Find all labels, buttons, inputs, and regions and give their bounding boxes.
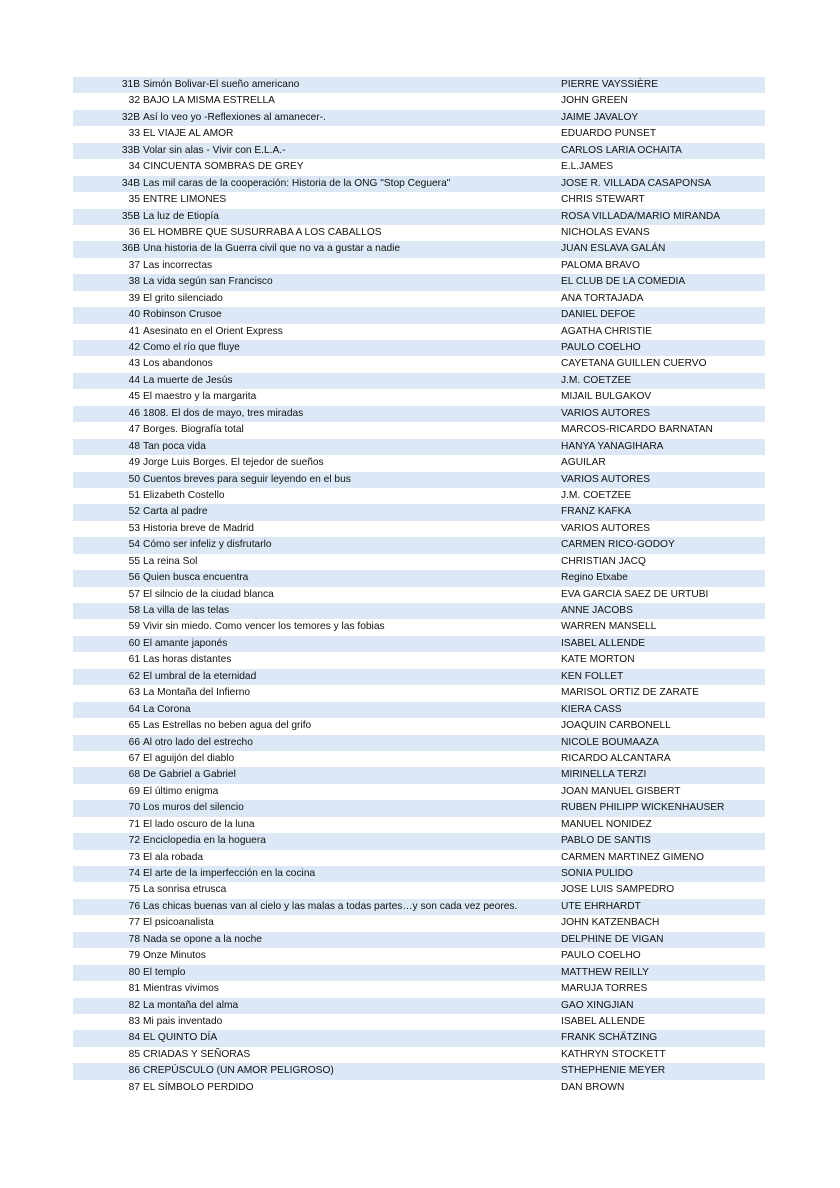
row-number: 87 (128, 1081, 140, 1093)
book-title: Cuentos breves para seguir leyendo en el bus (143, 473, 351, 485)
book-title: Borges. Biografía total (143, 424, 244, 436)
book-author: Regino Etxabe (561, 572, 628, 584)
book-author: CARMEN RICO-GODOY (561, 539, 675, 551)
row-number: 32 (128, 95, 140, 107)
row-number: 48 (128, 440, 140, 452)
table-row (73, 291, 765, 307)
row-number: 36B (121, 243, 140, 255)
table-row (73, 324, 765, 340)
book-author: KATE MORTON (561, 654, 635, 666)
book-title: El aguijón del diablo (143, 752, 235, 764)
book-author: JAIME JAVALOY (561, 111, 639, 123)
table-row (73, 965, 765, 981)
row-number: 37 (128, 259, 140, 271)
table-row (73, 241, 765, 257)
book-title: Quien busca encuentra (143, 572, 249, 584)
row-number: 73 (128, 851, 140, 863)
row-number: 71 (128, 818, 140, 830)
book-author: PALOMA BRAVO (561, 259, 640, 271)
book-title: Historia breve de Madrid (143, 522, 254, 534)
table-row (73, 176, 765, 192)
table-row (73, 570, 765, 586)
book-author: FRANZ KAFKA (561, 506, 632, 518)
book-list-table (73, 77, 765, 1096)
row-number: 33 (128, 128, 140, 140)
table-row (73, 504, 765, 520)
table-row (73, 77, 765, 93)
row-number: 39 (128, 292, 140, 304)
table-row (73, 899, 765, 915)
table-row (73, 554, 765, 570)
book-title: Las incorrectas (143, 259, 213, 271)
book-author: VARIOS AUTORES (561, 522, 651, 534)
table-row (73, 998, 765, 1014)
book-title: Como el río que fluye (143, 342, 240, 353)
book-title: El lado oscuro de la luna (143, 818, 255, 830)
table-row (73, 800, 765, 816)
book-author: MARUJA TORRES (561, 983, 648, 995)
row-number: 57 (128, 588, 140, 600)
table-row (73, 1047, 765, 1063)
table-row (73, 718, 765, 734)
book-author: ROSA VILLADA/MARIO MIRANDA (561, 210, 721, 222)
row-number: 66 (128, 736, 140, 748)
table-row (73, 685, 765, 701)
table-row (73, 472, 765, 488)
book-title: La Corona (143, 703, 191, 715)
table-row (73, 209, 765, 225)
book-title: El maestro y la margarita (143, 391, 257, 403)
book-title: EL QUINTO DÍA (143, 1032, 218, 1044)
book-title: Los muros del silencio (143, 802, 244, 814)
book-author: MIRINELLA TERZI (561, 769, 647, 781)
table-row (73, 455, 765, 471)
book-title: Al otro lado del estrecho (143, 736, 253, 748)
book-title: Tan poca vida (143, 440, 206, 452)
book-title: Mi pais inventado (143, 1015, 223, 1027)
table-row (73, 110, 765, 126)
book-author: MIJAIL BULGAKOV (561, 391, 652, 403)
row-number: 69 (128, 785, 140, 797)
book-title: CINCUENTA SOMBRAS DE GREY (143, 161, 304, 173)
book-title: Elizabeth Costello (143, 489, 225, 501)
book-title: El amante japonés (143, 637, 228, 649)
book-author: EVA GARCIA SAEZ DE URTUBI (561, 588, 709, 600)
row-number: 52 (128, 506, 140, 518)
row-number: 78 (128, 933, 140, 945)
table-row (73, 948, 765, 964)
book-title: Vivir sin miedo. Como vencer los temores y las fobias (143, 621, 385, 633)
row-number: 46 (128, 407, 140, 419)
book-title: Las mil caras de la cooperación: Historia de la ONG "Stop Ceguera" (143, 177, 451, 189)
table-row (73, 636, 765, 652)
book-title: Volar sin alas - Vivir con E.L.A.- (143, 144, 286, 156)
book-author: MANUEL NONIDEZ (561, 818, 652, 830)
row-number: 32B (121, 111, 140, 123)
row-number: 54 (128, 539, 140, 551)
table-row (73, 1030, 765, 1046)
book-title: Las chicas buenas van al cielo y las malas a todas partes…y son cada vez peores. (143, 900, 518, 912)
row-number: 50 (128, 473, 140, 485)
book-author: KIERA CASS (561, 703, 622, 715)
book-author: WARREN MANSELL (561, 621, 657, 633)
book-title: EL VIAJE AL AMOR (143, 128, 234, 140)
book-title: Onze Minutos (143, 950, 206, 962)
table-row (73, 1080, 765, 1096)
book-author: JUAN ESLAVA GALÁN (561, 243, 666, 255)
book-author: NICHOLAS EVANS (561, 226, 650, 238)
table-row (73, 735, 765, 751)
book-author: PAULO COELHO (561, 342, 641, 353)
book-author: JOAN MANUEL GISBERT (561, 785, 681, 797)
book-author: DAN BROWN (561, 1081, 625, 1093)
book-author: ISABEL ALLENDE (561, 637, 645, 649)
row-number: 65 (128, 720, 140, 732)
row-number: 72 (128, 835, 140, 847)
book-author: JOAQUIN CARBONELL (561, 720, 671, 732)
book-title: Asesinato en el Orient Express (143, 325, 283, 337)
row-number: 36 (128, 226, 140, 238)
row-number: 70 (128, 802, 140, 814)
book-author: MATTHEW REILLY (561, 966, 649, 978)
book-author: ANNE JACOBS (561, 605, 633, 616)
book-author: CAYETANA GUILLEN CUERVO (561, 358, 707, 370)
table-row (73, 833, 765, 849)
book-title: Una historia de la Guerra civil que no va a gustar a nadie (143, 243, 401, 255)
book-title: Así lo veo yo -Reflexiones al amanecer-. (143, 111, 326, 123)
table-row (73, 159, 765, 175)
table-row (73, 981, 765, 997)
book-author: JOHN KATZENBACH (561, 917, 660, 929)
table-row (73, 932, 765, 948)
table-row (73, 406, 765, 422)
book-author: JOSE R. VILLADA CASAPONSA (561, 177, 712, 189)
book-author: CHRISTIAN JACQ (561, 555, 646, 567)
book-title: 1808. El dos de mayo, tres miradas (143, 407, 304, 419)
row-number: 34B (121, 177, 140, 189)
table-row (73, 356, 765, 372)
book-title: El arte de la imperfección en la cocina (143, 868, 316, 879)
table-row (73, 882, 765, 898)
book-author: KEN FOLLET (561, 670, 624, 682)
book-author: J.M. COETZEE (561, 374, 632, 386)
book-title: Las horas distantes (143, 654, 232, 666)
book-title: BAJO LA MISMA ESTRELLA (143, 95, 275, 107)
row-number: 45 (128, 391, 140, 403)
row-number: 38 (128, 276, 140, 288)
book-author: FRANK SCHÄTZING (561, 1032, 658, 1044)
table-row (73, 669, 765, 685)
book-author: HANYA YANAGIHARA (561, 440, 664, 452)
row-number: 44 (128, 374, 140, 386)
book-author: AGATHA CHRISTIE (561, 325, 652, 337)
table-row (73, 258, 765, 274)
book-title: Los abandonos (143, 358, 213, 370)
book-title: EL HOMBRE QUE SUSURRABA A LOS CABALLOS (143, 226, 382, 238)
row-number: 62 (128, 670, 140, 682)
table-row (73, 850, 765, 866)
row-number: 53 (128, 522, 140, 534)
row-number: 64 (128, 703, 140, 715)
row-number: 67 (128, 752, 140, 764)
book-title: El grito silenciado (143, 292, 223, 304)
book-title: La villa de las telas (143, 605, 230, 616)
book-title: La luz de Etiopía (143, 210, 219, 222)
table-row (73, 439, 765, 455)
book-title: La Montaña del Infierno (143, 687, 251, 699)
book-title: Enciclopedia en la hoguera (143, 835, 266, 847)
table-row (73, 1014, 765, 1030)
book-author: PAULO COELHO (561, 950, 641, 962)
book-title: Cómo ser infeliz y disfrutarlo (143, 539, 272, 551)
book-author: MARISOL ORTIZ DE ZARATE (561, 687, 699, 699)
table-row (73, 915, 765, 931)
book-author: RICARDO ALCANTARA (561, 752, 671, 764)
row-number: 35B (121, 210, 140, 222)
book-title: De Gabriel a Gabriel (143, 769, 236, 781)
row-number: 42 (128, 342, 140, 353)
row-number: 51 (128, 489, 140, 501)
book-title: La reina Sol (143, 555, 198, 567)
book-author: VARIOS AUTORES (561, 473, 651, 485)
book-title: El templo (143, 966, 186, 978)
row-number: 49 (128, 457, 140, 469)
row-number: 68 (128, 769, 140, 781)
row-number: 74 (128, 868, 140, 879)
book-author: DANIEL DEFOE (561, 309, 636, 321)
book-author: E.L.JAMES (561, 161, 614, 173)
row-number: 83 (128, 1015, 140, 1027)
table-row (73, 587, 765, 603)
row-number: 77 (128, 917, 140, 929)
table-row (73, 126, 765, 142)
book-author: VARIOS AUTORES (561, 407, 651, 419)
row-number: 43 (128, 358, 140, 370)
table-row (73, 488, 765, 504)
book-title: El silncio de la ciudad blanca (143, 588, 274, 600)
table-row (73, 521, 765, 537)
table-row (73, 93, 765, 109)
book-title: La muerte de Jesús (143, 374, 233, 386)
book-title: Las Estrellas no beben agua del grifo (143, 720, 312, 732)
book-author: UTE EHRHARDT (561, 900, 641, 912)
book-title: Mientras vivimos (143, 983, 219, 995)
table-row (73, 817, 765, 833)
row-number: 56 (128, 572, 140, 584)
book-title: EL SÍMBOLO PERDIDO (143, 1081, 254, 1093)
table-row (73, 619, 765, 635)
table-row (73, 192, 765, 208)
table-row (73, 1063, 765, 1079)
book-author: CHRIS STEWART (561, 194, 645, 206)
row-number: 75 (128, 884, 140, 896)
table-row (73, 767, 765, 783)
book-author: NICOLE BOUMAAZA (561, 736, 659, 748)
table-row (73, 652, 765, 668)
book-title: CRIADAS Y SEÑORAS (143, 1048, 251, 1060)
book-author: KATHRYN STOCKETT (561, 1048, 666, 1060)
book-author: MARCOS-RICARDO BARNATAN (561, 424, 713, 436)
book-title: La sonrisa etrusca (143, 884, 227, 896)
book-author: CARMEN MARTINEZ GIMENO (561, 851, 705, 863)
table-row (73, 422, 765, 438)
book-author: GAO XINGJIAN (561, 999, 634, 1011)
book-author: AGUILAR (561, 457, 606, 469)
row-number: 63 (128, 687, 140, 699)
row-number: 60 (128, 637, 140, 649)
book-author: JOSE LUIS SAMPEDRO (561, 884, 675, 896)
row-number: 80 (128, 966, 140, 978)
row-number: 31B (121, 79, 140, 90)
book-title: La montaña del alma (143, 999, 239, 1011)
book-author: DELPHINE DE VIGAN (561, 933, 664, 945)
table-row (73, 537, 765, 553)
row-number: 35 (128, 194, 140, 206)
row-number: 61 (128, 654, 140, 666)
book-author: J.M. COETZEE (561, 489, 632, 501)
book-author: ISABEL ALLENDE (561, 1015, 645, 1027)
table-row (73, 702, 765, 718)
book-author: JOHN GREEN (561, 95, 628, 107)
book-author: RUBEN PHILIPP WICKENHAUSER (561, 802, 725, 814)
table-row (73, 340, 765, 356)
row-number: 81 (128, 983, 140, 995)
book-author: SONIA PULIDO (561, 868, 633, 879)
row-number: 40 (128, 309, 140, 321)
book-title: CREPÚSCULO (UN AMOR PELIGROSO) (143, 1065, 334, 1077)
table-row (73, 389, 765, 405)
book-author: STHEPHENIE MEYER (561, 1065, 666, 1077)
row-number: 85 (128, 1048, 140, 1060)
book-author: EL CLUB DE LA COMEDIA (561, 276, 686, 288)
row-number: 59 (128, 621, 140, 633)
book-title: ENTRE LIMONES (143, 194, 227, 206)
book-title: Nada se opone a la noche (143, 933, 262, 945)
row-number: 58 (128, 605, 140, 616)
table-row (73, 307, 765, 323)
table-row (73, 143, 765, 159)
book-title: La vida según san Francisco (143, 276, 273, 288)
row-number: 86 (128, 1065, 140, 1077)
book-title: El último enigma (143, 785, 219, 797)
table-row (73, 866, 765, 882)
book-author: PIERRE VAYSSIÈRE (561, 79, 658, 90)
table-row (73, 603, 765, 619)
row-number: 79 (128, 950, 140, 962)
row-number: 82 (128, 999, 140, 1011)
book-title: El ala robada (143, 851, 204, 863)
book-title: El umbral de la eternidad (143, 670, 257, 682)
table-row (73, 373, 765, 389)
book-title: Jorge Luis Borges. El tejedor de sueños (143, 457, 324, 469)
book-title: El psicoanalista (143, 917, 214, 929)
table-row (73, 225, 765, 241)
row-number: 41 (128, 325, 140, 337)
table-row (73, 274, 765, 290)
book-author: ANA TORTAJADA (561, 292, 644, 304)
row-number: 84 (128, 1032, 140, 1044)
table-row (73, 751, 765, 767)
book-title: Robinson Crusoe (143, 309, 222, 321)
table-row (73, 784, 765, 800)
row-number: 47 (128, 424, 140, 436)
row-number: 55 (128, 555, 140, 567)
book-title: Carta al padre (143, 506, 208, 518)
row-number: 33B (121, 144, 140, 156)
row-number: 34 (128, 161, 140, 173)
book-author: PABLO DE SANTIS (561, 835, 651, 847)
book-title: Simón Bolivar-El sueño americano (143, 79, 300, 90)
book-author: CARLOS LARIA OCHAITA (561, 144, 682, 156)
row-number: 76 (128, 900, 140, 912)
book-author: EDUARDO PUNSET (561, 128, 657, 140)
